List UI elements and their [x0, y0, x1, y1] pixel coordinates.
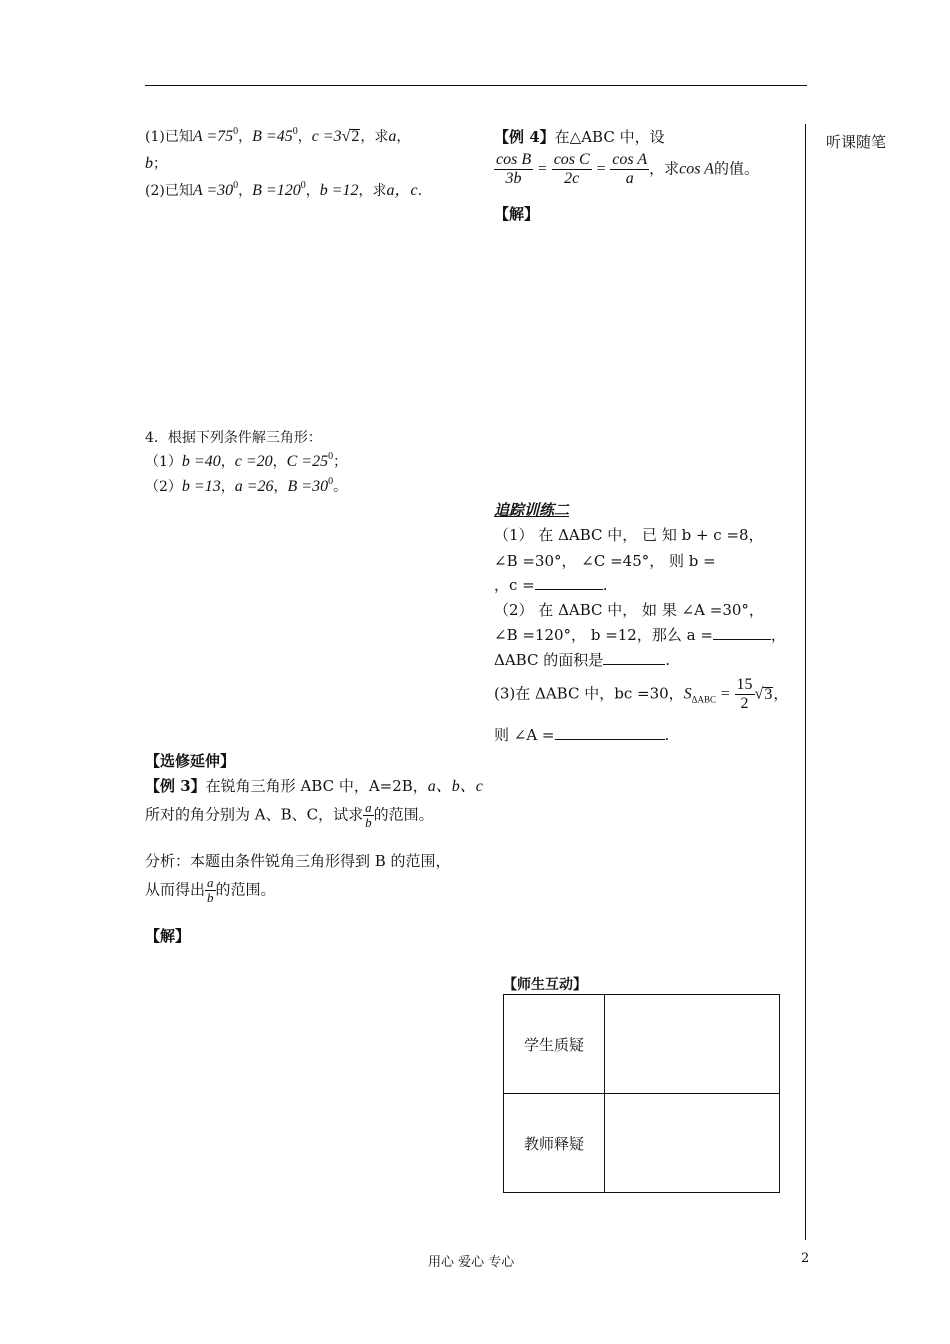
ex4-equation: $\frac{\text{cos B}}{3b}$ = $\frac{\text{cos C}}{2c}$ = $\frac{\text{cos A}}{a}$ ，求cos A的值。: [496, 151, 759, 187]
q4-part1: （1）b =40，c =20，$C =25^0$；: [145, 451, 348, 470]
track-p3-line1: (3)在 ΔABC 中，bc =30，$S_{\Delta ABC}$ = $\frac{15}{2}$ √3，: [494, 676, 789, 712]
interaction-table: [503, 994, 780, 1193]
track-p2-line1: （2） 在 ΔABC 中， 如 果 ∠A =30°，: [494, 601, 764, 619]
ex4-heading: 【例 4】在△ABC 中，设: [494, 128, 665, 146]
track-p1-line1: （1） 在 ΔABC 中， 已 知 b + c =8，: [494, 526, 764, 544]
track-p1-line3: ，c = .: [494, 576, 608, 594]
track-p1-line2: ∠B =30°， ∠C =45°， 则 b =: [494, 552, 716, 570]
answer-blank-angle[interactable]: [555, 725, 665, 740]
q1-val-c: c =3: [311, 128, 342, 145]
row-label-teacher: 教师释疑: [504, 1094, 605, 1193]
margin-rule: [805, 124, 806, 1240]
track-p2-line3: ΔABC 的面积是 .: [494, 651, 670, 669]
student-question-cell[interactable]: [605, 995, 780, 1094]
q1-val-B: B =45: [252, 128, 293, 145]
ex3-analysis1: 分析：本题由条件锐角三角形得到 B 的范围，: [145, 852, 451, 870]
ex3-line2: 所对的角分别为 A、B、C，试求 $\frac{a}{b}$ 的范围。: [145, 800, 434, 830]
elective-header: 【选修延伸】: [145, 752, 236, 770]
track-p3-line2: 则 ∠A = .: [494, 726, 670, 744]
track-p2-line2: ∠B =120°， b =12，那么 a = ，: [494, 626, 786, 644]
ex4-solve: 【解】: [494, 205, 540, 223]
ex3-analysis2: 从而得出 $\frac{a}{b}$ 的范围。: [145, 875, 276, 905]
teacher-answer-cell[interactable]: [605, 1094, 780, 1193]
answer-blank-area[interactable]: [603, 650, 665, 665]
table-row: [504, 1094, 780, 1193]
interaction-header: 【师生互动】: [503, 977, 587, 993]
ex3-line1: 【例 3】在锐角三角形 ABC 中，A=2B，a、b、c: [145, 777, 483, 795]
answer-blank-c[interactable]: [535, 575, 603, 590]
table-row: [504, 995, 780, 1094]
q4-part2: （2）b =13，a =26，$B =30^0$。: [145, 476, 348, 495]
page-number: 2: [801, 1251, 810, 1266]
q1-part2: (2)已知$A =30^0$，$B =120^0$，b =12，求a，c.: [145, 180, 423, 199]
track-title: 追踪训练二: [494, 501, 570, 519]
q1-val-A: A =75: [192, 128, 234, 145]
q1-part1: (1)已知$A =75^0$，$B =45^0$，c =3√2，求a，: [145, 126, 411, 145]
q1-part1-cont: b；: [145, 155, 167, 172]
footer-text: 用心 爱心 专心: [428, 1255, 515, 1270]
margin-note: 听课随笔: [826, 133, 887, 151]
top-rule: [145, 85, 807, 86]
q4-title: 4．根据下列条件解三角形：: [145, 430, 322, 446]
answer-blank-a[interactable]: [713, 625, 771, 640]
row-label-student: 学生质疑: [504, 995, 605, 1094]
ex3-solve: 【解】: [145, 927, 191, 945]
